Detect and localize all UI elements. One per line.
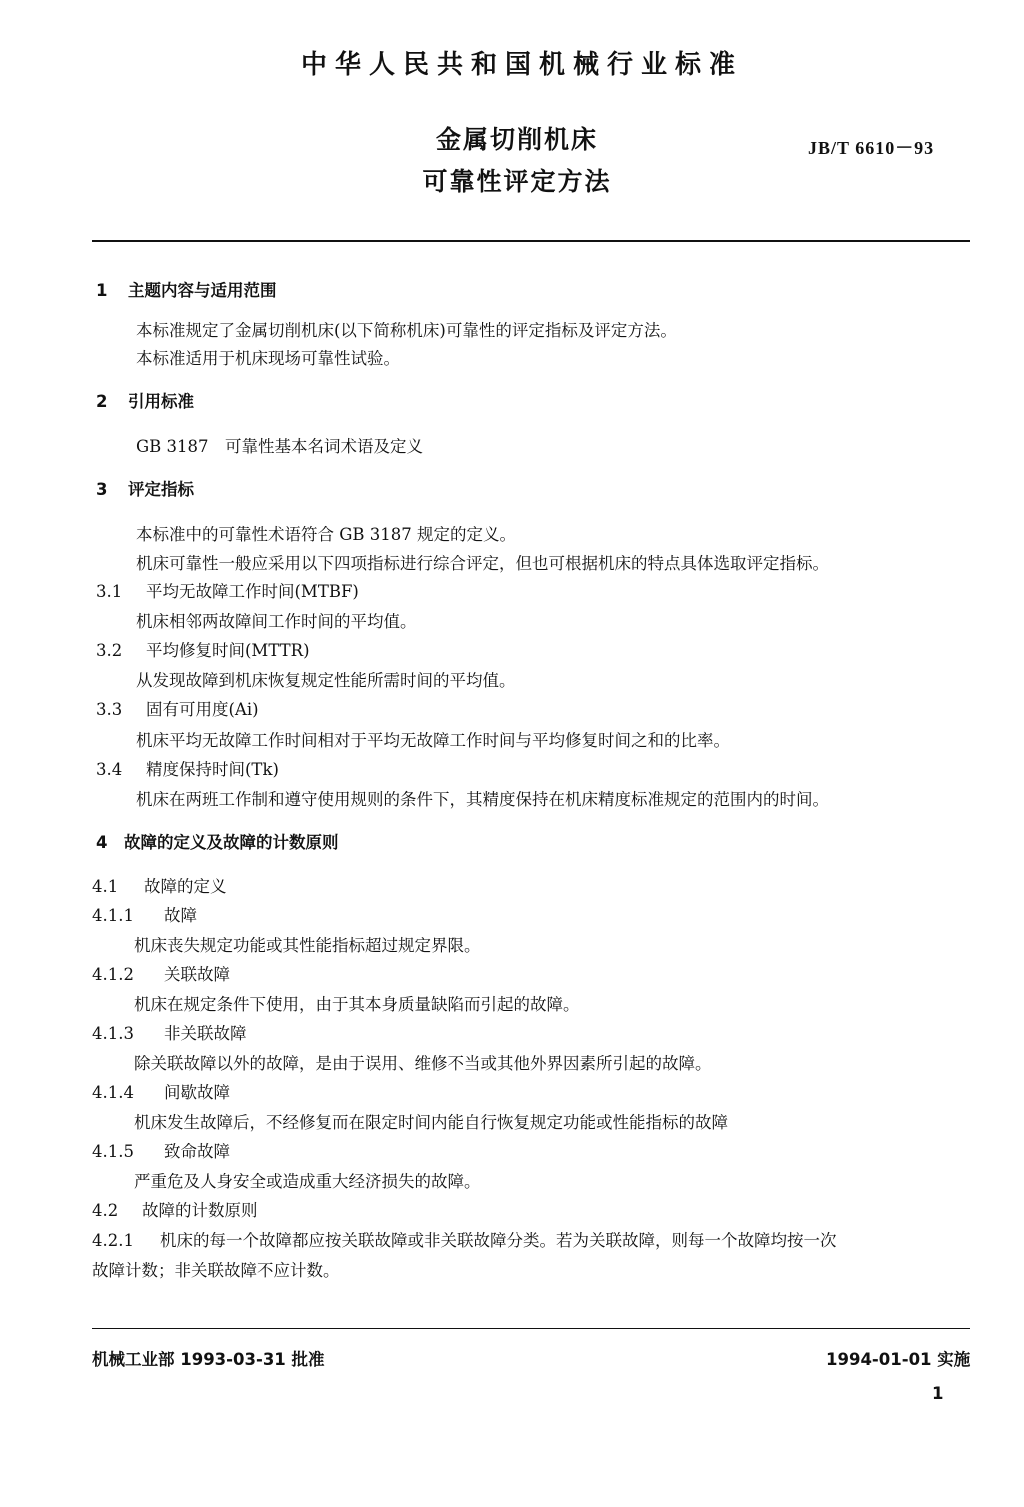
clause-3-2-title: 平均修复时间(MTTR) bbox=[146, 641, 310, 660]
clause-3-1-text: 机床相邻两故障间工作时间的平均值。 bbox=[136, 612, 417, 631]
header-divider bbox=[92, 240, 970, 242]
section-1-heading: 主题内容与适用范围 bbox=[128, 281, 277, 300]
clause-4-1-5-text: 严重危及人身安全或造成重大经济损失的故障。 bbox=[134, 1172, 481, 1191]
clause-3-1-title: 平均无故障工作时间(MTBF) bbox=[146, 582, 359, 601]
clause-4-2-1-text-line2: 故障计数；非关联故障不应计数。 bbox=[92, 1261, 340, 1280]
section-3-heading: 评定指标 bbox=[128, 480, 194, 499]
clause-3-4-text: 机床在两班工作制和遵守使用规则的条件下，其精度保持在机床精度标准规定的范围内的时间。 bbox=[136, 790, 829, 809]
clause-4-1-5-number: 4.1.5 bbox=[92, 1142, 134, 1161]
clause-3-4-title: 精度保持时间(Tk) bbox=[146, 760, 279, 779]
clause-4-1-5-title: 致命故障 bbox=[164, 1142, 230, 1161]
issuing-body-title: 中华人民共和国机械行业标准 bbox=[300, 50, 743, 80]
clause-3-1-number: 3.1 bbox=[96, 582, 123, 601]
clause-4-1-4-title: 间歇故障 bbox=[164, 1083, 230, 1102]
clause-3-2-text: 从发现故障到机床恢复规定性能所需时间的平均值。 bbox=[136, 671, 516, 690]
clause-4-1-3-text: 除关联故障以外的故障，是由于误用、维修不当或其他外界因素所引起的故障。 bbox=[134, 1054, 712, 1073]
clause-4-2-number: 4.2 bbox=[92, 1201, 119, 1220]
approval-note: 机械工业部 1993-03-31 批准 bbox=[92, 1350, 325, 1369]
clause-3-3-text: 机床平均无故障工作时间相对于平均无故障工作时间与平均修复时间之和的比率。 bbox=[136, 731, 730, 750]
clause-4-1-2-text: 机床在规定条件下使用，由于其本身质量缺陷而引起的故障。 bbox=[134, 995, 580, 1014]
clause-3-3-title: 固有可用度(Ai) bbox=[146, 700, 259, 719]
clause-4-1-1-title: 故障 bbox=[164, 906, 197, 925]
section-1-paragraph-2: 本标准适用于机床现场可靠性试验。 bbox=[136, 349, 400, 368]
document-title-line2: 可靠性评定方法 bbox=[422, 167, 612, 196]
section-4-number: 4 bbox=[96, 833, 108, 852]
clause-4-1-1-text: 机床丧失规定功能或其性能指标超过规定界限。 bbox=[134, 936, 481, 955]
clause-4-1-1-number: 4.1.1 bbox=[92, 906, 134, 925]
clause-4-1-number: 4.1 bbox=[92, 877, 119, 896]
clause-4-2-1-text-line1: 机床的每一个故障都应按关联故障或非关联故障分类。若为关联故障，则每一个故障均按一次 bbox=[160, 1231, 837, 1250]
document-title-line1: 金属切削机床 bbox=[435, 125, 598, 154]
clause-4-1-2-title: 关联故障 bbox=[164, 965, 230, 984]
clause-4-2-1-number: 4.2.1 bbox=[92, 1231, 134, 1250]
effective-date: 1994-01-01 实施 bbox=[826, 1350, 971, 1369]
section-3-number: 3 bbox=[96, 480, 108, 499]
clause-4-1-3-title: 非关联故障 bbox=[164, 1024, 247, 1043]
section-2-heading: 引用标准 bbox=[128, 392, 194, 411]
section-3-paragraph-1: 本标准中的可靠性术语符合 GB 3187 规定的定义。 bbox=[136, 525, 517, 544]
clause-3-3-number: 3.3 bbox=[96, 700, 123, 719]
clause-4-1-title: 故障的定义 bbox=[144, 877, 227, 896]
section-1-paragraph-1: 本标准规定了金属切削机床(以下简称机床)可靠性的评定指标及评定方法。 bbox=[136, 321, 677, 340]
clause-4-1-2-number: 4.1.2 bbox=[92, 965, 134, 984]
section-2-reference: GB 3187 可靠性基本名词术语及定义 bbox=[136, 437, 424, 456]
section-4-heading: 故障的定义及故障的计数原则 bbox=[124, 833, 339, 852]
clause-4-1-3-number: 4.1.3 bbox=[92, 1024, 134, 1043]
clause-4-1-4-number: 4.1.4 bbox=[92, 1083, 134, 1102]
clause-3-4-number: 3.4 bbox=[96, 760, 123, 779]
clause-3-2-number: 3.2 bbox=[96, 641, 123, 660]
clause-4-2-title: 故障的计数原则 bbox=[142, 1201, 258, 1220]
page-number: 1 bbox=[932, 1384, 944, 1403]
section-1-number: 1 bbox=[96, 281, 108, 300]
standard-number: JB/T 6610－93 bbox=[808, 138, 935, 158]
footer-divider bbox=[92, 1328, 970, 1329]
section-2-number: 2 bbox=[96, 392, 108, 411]
section-3-paragraph-2: 机床可靠性一般应采用以下四项指标进行综合评定，但也可根据机床的特点具体选取评定指标。 bbox=[136, 554, 829, 573]
clause-4-1-4-text: 机床发生故障后，不经修复而在限定时间内能自行恢复规定功能或性能指标的故障 bbox=[134, 1113, 728, 1132]
